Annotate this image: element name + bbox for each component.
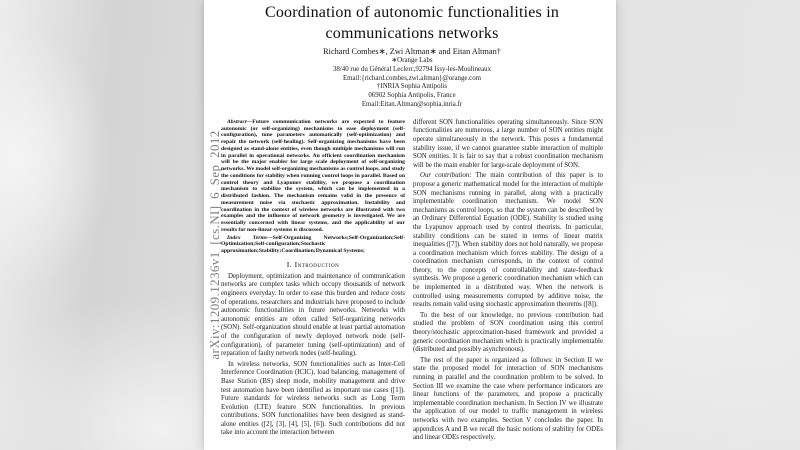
intro-paragraph-2: In wireless networks, SON functionalities such as Inter-Cell Interference Coordination (ICIC), load balancing, management of Base Station (BS) sleep mode, mobility management and drive test automation have been identified as important use cases ([1]). Future standards for wireless networks such as Long Term Evolution (LTE) feature SON functionalities. In previous contributions, SON functionalities have been designed as stand-alone entities ([2], [3], [4], [5], [6]). Such contributions did not take into account the interaction between — [221, 360, 405, 437]
authors-line: Richard Combes∗, Zwi Altman∗ and Eitan Altman† — [323, 47, 501, 56]
two-column-body — [221, 119, 603, 443]
index-terms-text: —Self-Organizing Networks;Self-Organization;Self-Optimization;Self-configuration;Stochastic approximation;Stability;Coordination;Dynamical Systems; — [221, 234, 405, 255]
affiliation-line: Email:Eitan.Altman@sophia.inria.fr — [361, 100, 463, 108]
affiliation-line: 06902 Sophia Antipolis, France — [368, 92, 456, 100]
intro-paragraph-1: Deployment, optimization and maintenance of communication networks are complex tasks which occupy thousands of network engineers everyday. In order to ease this burden and reduce costs of operations, researchers and industrials have proposed to include autonomic functionalities in future networks. Networks with autonomic entities are often called Self-organizing networks (SON). Self-organization should enable at least partial automation of the configuration of newly deployed network node (self-configuration), of parameter tuning (self-optimization) and of reparation of faulty network nodes (self-healing). — [221, 272, 405, 358]
affiliation-line: †INRIA Sophia Antipolis — [376, 83, 448, 91]
contribution-label: Our contribution: — [420, 172, 472, 180]
abstract-text: —Future communication networks are expected to feature autonomic (or self-organizing) mechanisms to ease deployment (self-configuration), tune parameters automatically (self-optimization) and repair the network (self-healing). Self-organizing mechanisms have been designed as stand-alone entities, even though multiple mechanisms will run in parallel in operational networks. An efficient coordination mechanism will be the major enabler for large scale deployment of self-organizing networks. We model self-organizing mechanisms as control loops, and study the conditions for stability when running control loops in parallel. Based on control theory and Lyapunov stability, we propose a coordination mechanism to stabilize the system, which can be implemented in a distributed fashion. The mechanism remains valid in the presence of measurement noise via stochastic approximation. Instability and coordination in the context of wireless networks are illustrated with two examples and the influence of network geometry is investigated. We are essentially concerned with linear systems, and the applicability of our results for non-linear systems is discussed. — [221, 118, 405, 233]
affiliations-block — [221, 57, 603, 110]
abstract-paragraph — [221, 119, 405, 234]
paper-content — [204, 0, 616, 450]
paper-title — [221, 2, 603, 44]
section-heading-introduction: I. Introduction — [286, 259, 340, 269]
paper-title-line2: communications networks — [325, 25, 499, 42]
right-paragraph-3: To the best of our knowledge, no previous contribution had studied the problem of SON coordination using this control theory/stochastic approximation-based framework and provided a generic coordination mechanism which is practically implementable (distributed and possibly asynchronous). — [413, 311, 603, 354]
left-column — [221, 119, 405, 443]
index-terms-paragraph — [221, 235, 405, 255]
abstract-label: Abstract — [227, 118, 247, 125]
contribution-paragraph — [413, 172, 603, 310]
affiliation-line: 38/40 rue du Général Leclerc,92794 Issy-les-Moulineaux — [332, 65, 492, 73]
right-column — [413, 119, 603, 443]
index-terms-label: Index Terms — [227, 234, 268, 241]
right-paragraph-4: The rest of the paper is organized as follows: in Section II we state the proposed model for interaction of SON mechanisms running in parallel and the coordination problem to be solved. In Section III we examine the case where performance indicators are linear functions of the parameters, and propose a practically implementable coordination mechanism. In Section IV we illustrate the application of our model to traffic management in wireless networks with two examples. Section V concludes the paper. In appendices A and B we recall the basic notions of stability for ODEs and linear ODEs respectively. — [413, 356, 603, 442]
paper-page — [204, 0, 616, 450]
contribution-text: The main contribution of this paper is to propose a generic mathematical model for the interaction of multiple SON mechanisms running in parallel, along with a practically implementable coordination mechanism. We model SON mechanisms as control loops, so that the system can be described by an Ordinary Differential Equation (ODE). Stability is studied using the Lyapunov approach used by control theorists. In particular, stability conditions can be stated in terms of linear matrix inequalities ([7]). When stability does not hold naturally, we propose a coordination mechanism which forces stability. The design of a coordination mechanism corresponds, in the context of control theory, to the concepts of controllability and state-feedback synthesis. We propose a generic coordination mechanism which can be implemented in a distributed way. When the network is controlled using measurements corrupted by additive noise, the results remain valid using stochastic approximation theorems ([8]). — [413, 172, 603, 309]
paper-title-line1: Coordination of autonomic functionalities in — [264, 4, 560, 21]
affiliation-line: ∗Orange Labs — [391, 57, 433, 64]
right-paragraph-1: different SON functionalities operating simultaneously. Since SON functionalities are numerous, a large number of SON entities might operate simultaneously in the network. This poses a fundamental stability issue, if we cannot guarantee stable interaction of multiple SON entities. It is fair to say that a robust coordination mechanism will be the main enabler for large-scale deployment of SON. — [413, 118, 603, 169]
arxiv-watermark: arXiv:1209.1236v1 [cs.NI] 6 Sep 2012 — [207, 130, 222, 360]
affiliation-line: Email:{richard.combes,zwi.altman}@orange.com — [342, 74, 482, 82]
